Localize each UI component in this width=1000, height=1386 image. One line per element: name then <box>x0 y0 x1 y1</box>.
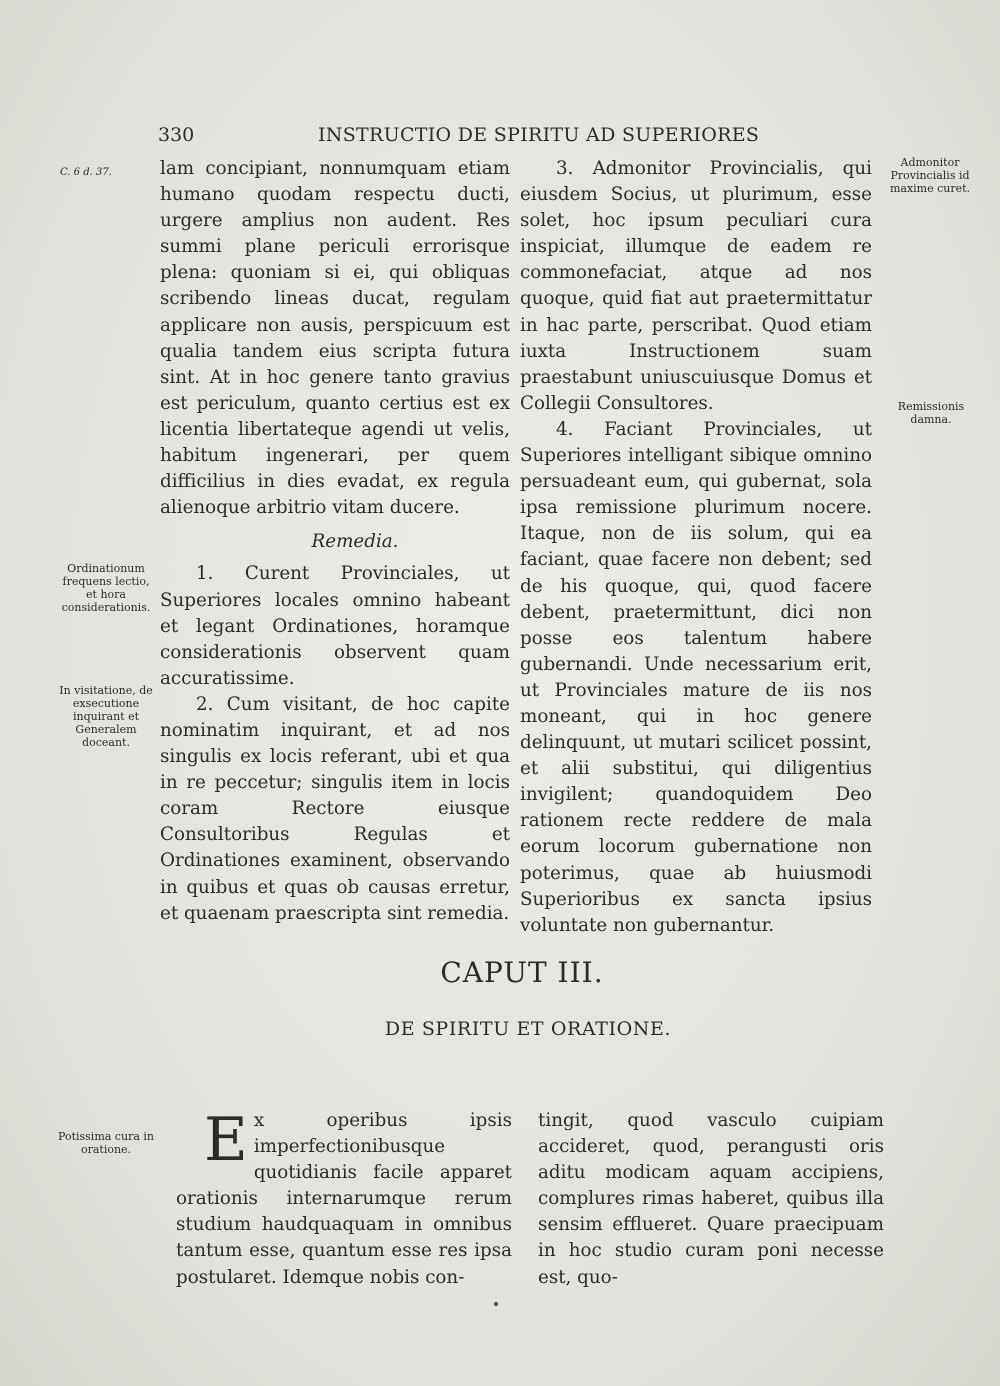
left-paragraph-3: 2. Cum visitant, de hoc capite nominatim inquirant, et ad nos singulis ex locis referant, ubi et qua in re peccetur; singulis item in locis coram Rectore eiusque Consultoribus Regulas et Ordinationes examinent, observando in quibus et quas ob causas erretur, et quaenam praescripta sint remedia. <box>160 693 510 924</box>
page-number: 330 <box>158 124 195 146</box>
remedia-heading: Remedia. <box>311 531 399 553</box>
drop-cap: E <box>204 1105 248 1175</box>
chapter-title: CAPUT III. <box>440 956 604 989</box>
left-paragraph-1: lam concipiant, nonnumquam etiam humano quodam respectu ducti, urgere amplius non audent. Res summi plane periculi errorisque plena: quoniam si ei, qui obliquas scribendo lineas ducat, regulam applicare non ausis, perspicuum est qualia tandem eius scripta futura sint. At in hoc genere tanto gravius est periculum, quanto certius est ex licentia libertateque agendi ut velis, habitum ingenerari, per quem difficilius in dies evadat, ex regula alienoque arbitrio vitam ducere. <box>160 158 510 519</box>
margin-note-remissionis: Remissionis damna. <box>897 400 965 426</box>
ink-speck <box>494 1302 498 1306</box>
chapter-subtitle: DE SPIRITU ET ORATIONE. <box>384 1018 672 1040</box>
section2-right-column <box>538 1108 884 1291</box>
left-paragraph-2: 1. Curent Provinciales, ut Superiores locales omnino habeant et legant Ordinationes, horamque considerationis observent quam accuratissime. <box>160 563 510 689</box>
section2-left-column <box>176 1105 512 1291</box>
margin-note-admonitor: Admonitor Provincialis id maxime curet. <box>889 156 971 195</box>
left-column <box>160 156 510 927</box>
margin-note-ordinationum: Ordinationum frequens lectio, et hora considerationis. <box>61 562 151 614</box>
right-paragraph-2: 4. Faciant Provinciales, ut Superiores intelligant sibique omnino persuadeant eum, qui gubernat, sola ipsa remissione plurimum nocere. Itaque, non de iis solum, qui ea faciant, quae facere non debent; sed de his quoque, qui, quod facere debent, praetermittunt, dici non posse eos talentum habere gubernandi. Unde necessarium erit, ut Provinciales mature de iis nos moneant, qui in hoc genere delinquunt, ut mutari scilicet possint, et alii substitui, qui diligentius invigilent; quandoquidem Deo rationem recte reddere de mala eorum locorum gubernatione non poterimus, quae ab huiusmodi Superioribus ex sancta ipsius voluntate non gubernantur. <box>520 418 872 936</box>
margin-note-potissima: Potissima cura in oratione. <box>58 1130 154 1156</box>
margin-reference: C. 6 d. 37. <box>60 167 112 178</box>
right-paragraph-1: 3. Admonitor Provincialis, qui eiusdem Socius, ut plurimum, esse solet, hoc ipsum peculiari cura inspiciat, illumque de eadem re commonefaciat, atque ad nos quoque, quid fiat aut praetermittatur in hac parte, perscribat. Quod etiam iuxta Instructionem suam praestabunt uniuscuiusque Domus et Collegii Consultores. <box>520 158 872 414</box>
section2-left-text: x operibus ipsis imperfectionibusque quotidianis facile apparet orationis internarumque rerum studium haudquaquam in omnibus tantum esse, quantum esse res ipsa postularet. Idemque nobis con- <box>176 1110 512 1288</box>
margin-note-visitatione: In visitatione, de exsecutione inquirant et Generalem doceant. <box>59 684 153 749</box>
section2-right-text: tingit, quod vasculo cuipiam accideret, quod, perangusti oris aditu modicam aquam accipiens, complures rimas haberet, quibus illa sensim efflueret. Quare praecipuam in hoc studio curam poni necesse est, quo- <box>538 1110 884 1288</box>
running-title: INSTRUCTIO DE SPIRITU AD SUPERIORES <box>318 124 760 146</box>
right-column <box>520 156 872 939</box>
